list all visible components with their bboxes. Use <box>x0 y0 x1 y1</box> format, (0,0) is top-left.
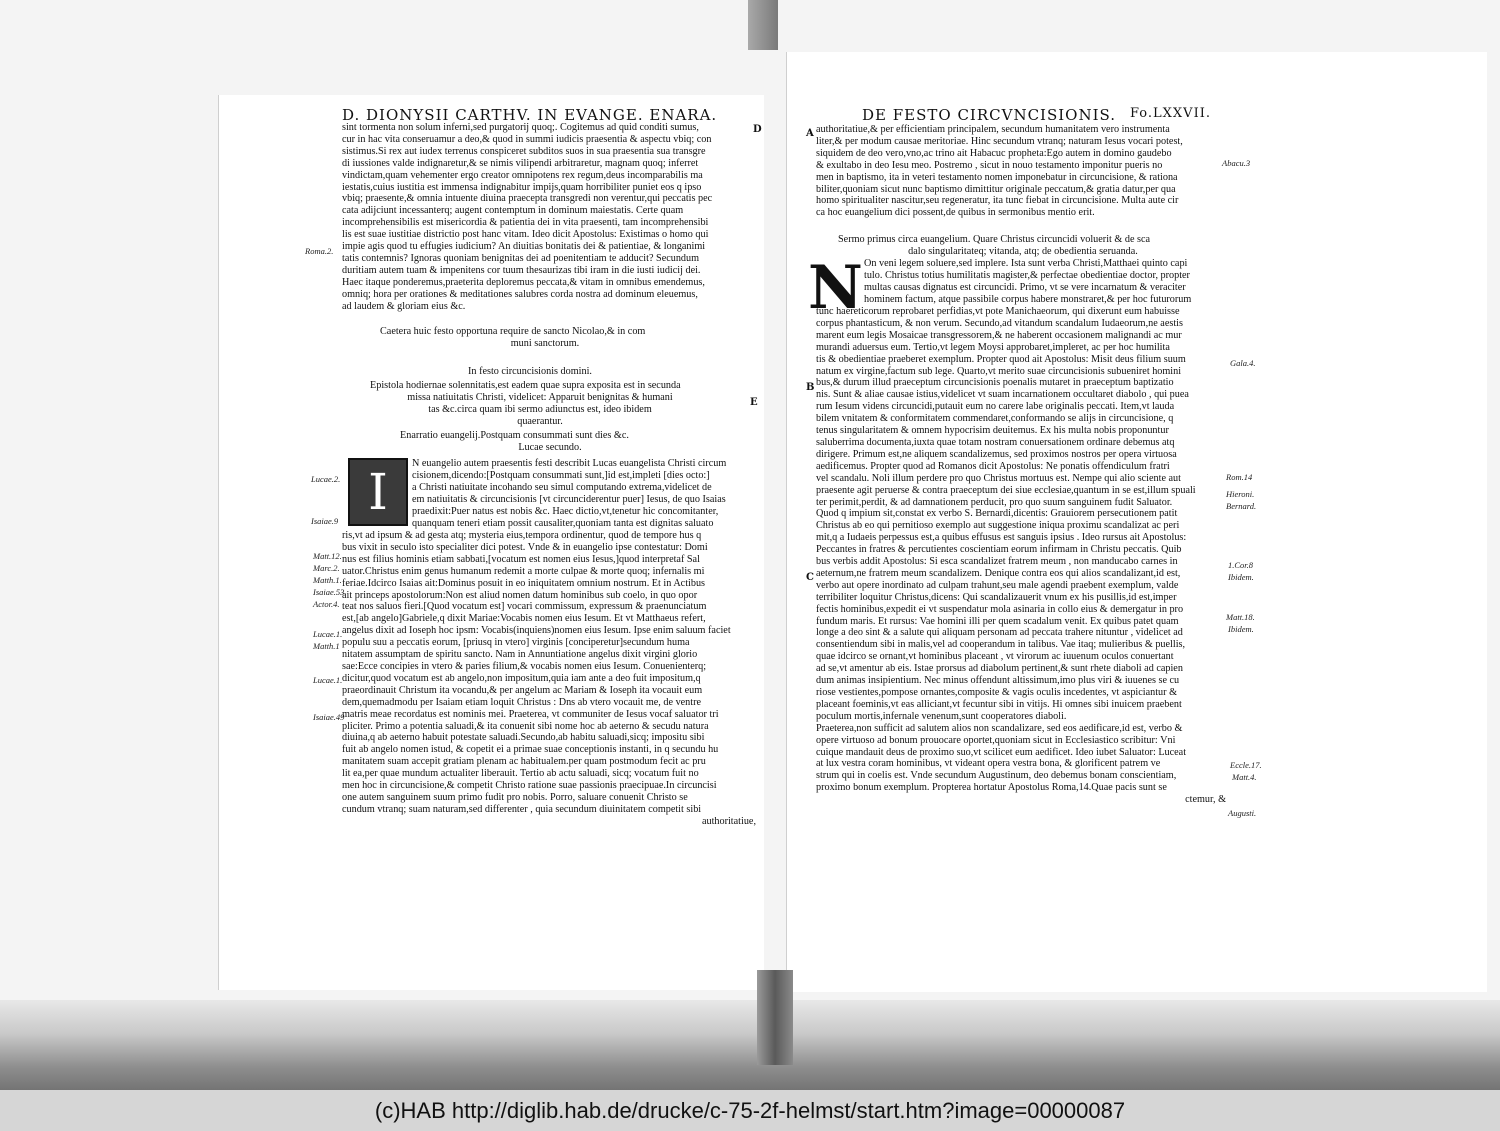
text-line: quae idcirco se ornant,vt hominibus placeant , vt virorum ac iuuenum oculos conuertant <box>816 651 1174 663</box>
right-paragraph-1 <box>816 124 1221 219</box>
text-line: impie agis quod tu effugies iudicium? An diuitias bonitatis dei & patientiae, & longanimi <box>342 241 706 253</box>
section-heading: In festo circuncisionis domini. <box>468 366 592 377</box>
text-line: bus verbis addit Apostolus: Si esca scandalizet fratrem meum , non manducabo carnes in <box>816 556 1178 568</box>
text-line: verbo aut opere inordinato ad culpam trahunt,seu male agendi praebent exemplum, valde <box>816 579 1179 591</box>
text-line: & exultabo in deo Iesu meo. Postremo , sicut in nouo testamento imponitur pueris no <box>816 159 1163 171</box>
left-paragraph-1 <box>342 122 748 313</box>
margin-note: Hieroni. <box>1226 489 1255 499</box>
text-line: dirigere. Primum est,ne aliquem scandalizemus, sed proximos nostros per opera virtuosa <box>816 448 1177 460</box>
text-line: multas causas dignatus est circuncidi. Primo, vt se vere incarnatum & veraciter <box>864 281 1186 293</box>
left-running-header: D. DIONYSII CARTHV. IN EVANGE. ENARA. <box>342 106 718 124</box>
text-line: dum animas insipientium. Nec minus offendunt altissimum,imo plus viri & iuuenes se cu <box>816 675 1180 687</box>
text-line: aedificemus. Propter quod ad Romanos dicit Apostolus: Ne ponatis offendiculum fratri <box>816 460 1170 472</box>
text-line: populu suu a peccatis eorum, [priusq in vtero] virginis [conciperetur]secundum huma <box>342 637 690 649</box>
catchword: authoritatiue, <box>701 815 756 827</box>
text-line: diuina,q ab aeterno habuit potestate saluadi.Secundo,ab habitu saluadi,sicq; impositu sibi <box>342 732 705 744</box>
text-line: liter,& per modum causae meritoriae. Hinc secundum vtranq; naturam Iesus vocari potest, <box>816 135 1183 147</box>
text-line: cur in hac vita conseruamur a deo,& quod in summi iudicis praesentia & aspectu vbiq; con <box>342 133 712 145</box>
text-line: sae:Ecce concipies in vtero & paries filium,& vocabis nomen eius Iesum. Conuenienterq; <box>342 660 707 672</box>
text-line: biliter,quoniam sicut nunc baptismo dimittitur originale peccatum,& gratia datur,per qua <box>816 183 1176 195</box>
text-line: proximo bonum exemplum. Propterea hortatur Apostolus Roma,14.Quae pacis sunt se <box>816 782 1167 794</box>
section-heading: Enarratio euangelij.Postquam consummati sunt dies &c. <box>400 430 629 441</box>
text-line: at lux vestra coram hominibus, vt videant opera vestra bona, & glorificent patrem ve <box>816 758 1161 770</box>
text-line: cundum vtranq; suam naturam,sed differenter , quia secundum diuinitatem competit sibi <box>342 803 702 815</box>
folio-number: Fo.LXXVII. <box>1130 106 1211 121</box>
margin-note: Gala.4. <box>1230 358 1256 368</box>
text-line: quaerantur. <box>517 415 563 427</box>
text-line: missa natiuitatis Christi, videlicet: Apparuit benignitas & humani <box>407 391 673 403</box>
text-line: rum Iesum videns circuncidi,putauit eum no carere labe originalis peccati. Item,vt lauda <box>816 401 1175 413</box>
scan-shadow-top <box>748 0 778 50</box>
text-line: praedixit:Puer natus est nobis &c. Haec dictio,vt,tenetur hic concomitanter, <box>412 505 719 517</box>
text-line: nus est filius hominis etiam sabbati,[vocatum est nomen eius Iesus,]quod interpretaf Sal <box>342 553 700 565</box>
text-line: a Christi natiuitate incohando seu simul computando extrema,videlicet de <box>412 481 712 493</box>
right-side-letter-c: C <box>806 572 814 583</box>
text-line: poculum mortis,infernale venenum,sunt cooperatores diaboli. <box>816 710 1067 722</box>
text-line: dicitur,quod vocatum est ab angelo,non impositum,quia iam ante a deo fuit impositum,q <box>342 672 701 684</box>
text-line: dem,quemadmodu per Isaiam etiam loquit Christus : Dns ab vtero vocauit me, de ventre <box>342 696 702 708</box>
text-line: matris meae recordatus est nominis mei. Praeterea, vt communiter de Iesus vocaf saluator tri <box>342 708 719 720</box>
text-line: duritiam autem tuam & impenitens cor tuum thesaurizas tibi iram in die iusti iudicij dei. <box>342 264 701 276</box>
right-side-letter-a: A <box>806 128 814 139</box>
text-line: iestatis,cuius iustitia est immensa indignabitur impijs,quam horribiliter puniet eos q ipso <box>342 181 702 193</box>
left-enarratio <box>400 430 700 454</box>
text-line: di iussiones valde indignaretur,& se nimis vilipendi arbitraretur, magnam quoq; inferret <box>342 157 699 169</box>
text-line: ad se,vt amentur ab eis. Istae prorsus ad diabolum pertinent,& sunt rhete diaboli ad capien <box>816 663 1183 675</box>
text-line: incomprehensibilis est misericordia & patientia dei in vita praesenti, tam incomprehensibi <box>342 217 709 229</box>
margin-note: Lucae.1. <box>313 629 343 639</box>
text-line: lis est suae iustitiae districtio post hanc vitam. Ideo dicit Apostolus: Existimas o homo qui <box>342 229 709 241</box>
margin-note: Matth.1 <box>313 641 340 651</box>
text-line: bus vixit in seculo isto specialiter dici potest. Vnde & in euangelio ipse contestatur: Domi <box>342 541 708 553</box>
text-line: strum qui in coelis est. Vnde secundum Augustinum, deo debemus bonam conscientiam, <box>816 770 1177 782</box>
margin-note: Bernard. <box>1226 501 1257 511</box>
text-line: fectis hominibus,expedit ei vt suspendatur mola asinaria in collo eius & demergatur in pro <box>816 603 1184 615</box>
margin-note: 1.Cor.8 <box>1228 560 1254 570</box>
text-line: angelus dixit ad Ioseph hoc ipsm: Vocabis(inquiens)nomen eius Iesum. Ipse enim saluum faciet <box>342 625 731 637</box>
margin-note: Marc.2. <box>313 563 340 573</box>
text-line: terribiliter loquitur Christus,dicens: Qui scandalizauerit vnum ex his pusillis,id est,imper <box>816 591 1177 603</box>
text-line: uator.Christus enim genus humanum redemit a morte culpae & morte quoq; infernalis mi <box>342 565 705 577</box>
text-line: authoritatiue,& per efficientiam principalem, secundum humanitatem vero instrumenta <box>816 124 1170 135</box>
text-line: ad laudem & gloriam eius &c. <box>342 300 466 312</box>
text-line: Peccantes in fratres & percutientes coscientiam eorum infirmam in Christu peccatis. Quib <box>816 544 1182 556</box>
catchword: ctemur, & <box>1185 794 1226 806</box>
text-line: cuique mandauit deus de proximo suo,vt scilicet eum aedificet. Ideo iubet Saluator: Luceat <box>816 746 1187 758</box>
left-caetera-note <box>380 326 710 350</box>
text-line: feriae.Idcirco Isaias ait:Dominus posuit in eo iniquitatem omnium nostrum. Et in Actibus <box>342 577 706 589</box>
margin-note: Matt.12. <box>313 551 342 561</box>
text-line: vindictam,quam vehementer ergo creator omnipotens rex regum,deus incomparabilis ma <box>342 169 703 181</box>
text-line: riose vestientes,pompose ornantes,composite & vagis oculis incedentes, vt aspiciantur & <box>816 687 1178 698</box>
right-paragraph-2 <box>816 306 1226 806</box>
text-line: ris,vt ad ipsum & ad gesta atq; mysteria eius,tempora ordinentur, quod de tempore hus q <box>342 530 702 541</box>
text-line: natum ex virgine,factum sub lege. Quarto,vt merito suae circuncisionis subueniret homini <box>816 365 1182 377</box>
text-line: mit,q a Iudaeis perpessus est,a quibus effusus est sanguis ipsius . Ideo rursus ait Apostolus: <box>816 532 1187 544</box>
text-line: lit ea,per quae mundum actualiter liberauit. Tertio ab actu saluadi, sicq; vocatum fuit no <box>342 768 699 780</box>
text-line: vel scandalu. Noli illum perdere pro quo Christus mortuus est. Nempe qui alio sciente aut <box>816 472 1181 484</box>
margin-note: Rom.14 <box>1226 472 1253 482</box>
copyright-url-bar: (c)HAB http://diglib.hab.de/drucke/c-75-2f-helmst/start.htm?image=00000087 <box>0 1090 1500 1131</box>
text-line: homo spiritualiter nascitur,seu regeneratur, ita tunc fiebat in circuncisione. Multa aute cir <box>816 195 1179 207</box>
text-line: aeternum,ne fratrem meum scandalizem. Denique contra eos qui alios scandalizant,id est, <box>816 567 1181 579</box>
text-line: fuit ab angelo nomen istud, & copetit ei a primae suae conceptionis instanti, in q secundu hu <box>342 744 719 756</box>
text-line: ca hoc euangelium dici possent,de quibus in sermonibus mentio erit. <box>816 207 1095 219</box>
margin-note: Matt.4. <box>1232 772 1257 782</box>
text-line: omniq; hora per orationes & meditationes salubres corda nostra ad dominum eleuemus, <box>342 288 698 300</box>
right-initial-paragraph <box>864 258 1222 306</box>
text-line: teat nos saluos fieri.[Quod vocatum est] vocari commissum, expressum & praenunciatum <box>342 601 707 613</box>
text-line: men hoc in circuncisione,& competit Christo ratione suae passionis praecipuae.In circuncisi <box>342 780 717 792</box>
margin-note: Actor.4. <box>313 599 340 609</box>
text-line: hominem factum, atque passibile corpus habere monstraret,& per hoc futurorum <box>864 293 1192 305</box>
text-line: nis. Sunt & aliae causae istius,videlicet vt suam incarnationem occultaret diabolo , qui puea <box>816 389 1189 401</box>
text-line: men in baptismo, ita in veteri testamento nomen imponebatur in circuncisione, & rationa <box>816 171 1178 183</box>
text-line: Praeterea,non sufficit ad salutem alios non scandalizare, sed eos aedificare,id est, verbo & <box>816 722 1183 734</box>
text-line: pliciter. Primo a potentia saluadi,& ita conuenit sibi nome hoc ab aeterno & secudu natura <box>342 720 709 732</box>
text-line: praeordinauit Christum ita vocandu,& per angelum ac Mariam & Ioseph ita vocauit eum <box>342 684 703 696</box>
text-line: em natiuitatis & circuncisionis [vt circunciderentur puer] Iesus, de quo Isaias <box>412 493 726 505</box>
margin-note: Lucae.1. <box>313 675 343 685</box>
text-line: manitatem suam accepit gratiam plenam ac habitualem.per quam postmodum fecit ac pru <box>342 756 706 768</box>
text-line: N euangelio autem praesentis festi describit Lucas euangelista Christi circum <box>412 458 727 469</box>
text-line: tis & obedientiae praeberet exemplum. Propter quod ait Apostolus: Misit deus filium suum <box>816 353 1186 365</box>
left-feast-title <box>400 366 660 378</box>
left-paragraph-2 <box>342 530 756 828</box>
margin-note: Isaiae.9 <box>311 516 339 526</box>
text-line: cisionem,dicendo:[Postquam consummati sunt,]id est,impleti [dies octo:] <box>412 469 710 481</box>
right-running-header: DE FESTO CIRCVNCISIONIS. <box>862 106 1117 124</box>
text-line: est,[ab angelo]Gabriele,q dixit Mariae:Vocabis nomen eius Iesum. Et vt Matthaeus refert, <box>342 613 706 625</box>
text-line: Haec itaque ponderemus,praeterita deploremus peccata,& vitam in omnibus emendemus, <box>342 276 705 288</box>
text-line: marent eum legis Mosaicae transgressorem,& ne haberent occasionem malignandi ac mur <box>816 329 1182 341</box>
text-line: tenus singularitatem & omnem hypocrisim deuitemus. Ex his multa nobis proponuntur <box>816 425 1169 437</box>
text-line: tas &c.circa quam ibi sermo adiunctus est, ideo ibidem <box>428 403 652 415</box>
margin-note: Roma.2. <box>305 246 334 256</box>
text-line: siquidem de deo vero,vno,ac trino ait Habacuc propheta:Ego autem in domino gaudebo <box>816 147 1172 159</box>
text-line: ait princeps apostolorum:Non est aliud nomen datum hominibus sub coelo, in quo opor <box>342 589 698 601</box>
section-heading: dalo singularitateq; vitanda, atq; de obedientia seruanda. <box>908 245 1138 257</box>
margin-note: Abacu.3 <box>1222 158 1251 168</box>
left-epistola <box>370 380 710 428</box>
margin-note: Isaiae.53. <box>313 587 347 597</box>
text-line: opere virtuoso ad bonum prouocare oportet,quoniam sicut in Ecclesiastico scribitur: Vni <box>816 734 1176 746</box>
text-line: Epistola hodiernae solennitatis,est eadem quae supra exposita est in secunda <box>370 380 681 391</box>
text-line: On veni legem soluere,sed implere. Ista sunt verba Christi,Matthaei quinto capi <box>864 258 1188 269</box>
text-line: tulo. Christus totius humilitatis magister,& perfectae obedientiae doctor, propter <box>864 269 1190 281</box>
decorated-initial: I <box>348 458 408 526</box>
scan-shadow-bottom <box>0 1000 1500 1096</box>
margin-note: Augusti. <box>1228 808 1257 818</box>
text-line: cata adijciunt incessanterq; augent contemptum in dominum maiestatis. Certe quam <box>342 205 684 217</box>
margin-note: Matth.1. <box>313 575 342 585</box>
left-side-letter-d: D <box>753 124 762 135</box>
text-line: praesente agit peruerse & contra praeceptum dei siue ecclesiae,quantum in se est,illum spuali <box>816 484 1196 496</box>
text-line: bilem vnitatem & conformitatem commendaret,conformando se alijs in circuncisione, q <box>816 413 1174 425</box>
margin-note: Ibidem. <box>1228 572 1254 582</box>
text-line: longe a deo sint & a salute qui aliquam personam ad peccata trahere nituntur , videlicet ad <box>816 627 1183 639</box>
text-line: tunc haereticorum reprobaret perfidias,vt pote Manichaeorum, qui dixerunt eum habuisse <box>816 306 1180 317</box>
decorated-initial: N <box>808 253 863 323</box>
gutter-shadow <box>757 970 793 1065</box>
text-line: quanquam teneri etiam possit causaliter,quoniam tanta est dignitas saluato <box>412 517 714 529</box>
text-line: muni sanctorum. <box>510 337 580 349</box>
text-line: placeant foeminis,vt eas alliciant,vt fecuntur sibi in vitijs. Hi omnes sibi inuicem praebent <box>816 698 1182 710</box>
text-line: consentiendum sibi in malis,vel ad cooperandum in talibus. Vae itaq; mulieribus & puellis, <box>816 639 1186 651</box>
text-line: murandi aduersus eum. Tertio,vt legem Moysi approbaret,impleret, ac per hoc humilita <box>816 341 1170 353</box>
margin-note: Lucae.2. <box>311 474 341 484</box>
text-line: corpus phantasticum, & non verum. Secundo,ad vitandum scandalum Iudaeorum,ne aestis <box>816 317 1183 329</box>
right-sermo-title <box>838 234 1208 258</box>
text-line: bus,& durum illud praeceptum circuncisionis poenalis mutaret in praeceptum baptizatio <box>816 377 1174 389</box>
text-line: saluberrima documenta,iuxta quae totam nostram conuersationem ordinare debemus atq <box>816 436 1175 448</box>
margin-note: Eccle.17. <box>1230 760 1262 770</box>
text-line: ter perimit,perdit, & ad damnationem perducit, pro quo suum sanguinem fudit Saluator. <box>816 496 1173 508</box>
right-side-letter-b: B <box>806 382 815 393</box>
text-line: Caetera huic festo opportuna require de sancto Nicolao,& in com <box>380 326 646 337</box>
margin-note: Isaiae.49 <box>313 712 345 722</box>
text-line: nitatem assumptam de spiritu sancto. Nam in Annuntiatione angelus dixit virgini glorio <box>342 649 698 661</box>
text-line: vbiq; praesente,& omnia intuente diuina praecepta transgredi non verentur,qui peccatis pec <box>342 193 713 205</box>
text-line: one autem sanguinem suum primo fudit pro nobis. Porro, saluare conuenit Christo se <box>342 791 688 803</box>
text-line: sistimus.Si rex aut iudex terrenus conspiceret subditos suos in sua praesentia sua transgre <box>342 145 706 157</box>
text-line: Christus ab eo qui pernitioso exemplo aut suggestione iniqua proximu scandalizat ac peri <box>816 520 1180 532</box>
text-line: fundum maris. Et rursus: Vae homini illi per quem scadalum venit. Ex quibus patet quam <box>816 615 1179 627</box>
margin-note: Matt.18. <box>1226 612 1255 622</box>
margin-note: Ibidem. <box>1228 624 1254 634</box>
text-line: tatis contemnis? Ignoras quoniam benignitas dei ad poenitentiam te adducit? Secundum <box>342 252 700 264</box>
left-side-letter-e: E <box>750 397 758 408</box>
section-heading: Sermo primus circa euangelium. Quare Christus circuncidi voluerit & de sca <box>838 234 1151 245</box>
text-line: sint tormenta non solum inferni,sed purgatorij quoq;. Cogitemus ad quid conditi sumus, <box>342 122 699 133</box>
section-subheading: Lucae secundo. <box>518 441 582 453</box>
left-initial-paragraph <box>412 458 752 529</box>
text-line: Quod q impium sit,constat ex verbo S. Bernardi,dicentis: Grauiorem persecutionem patit <box>816 508 1178 520</box>
